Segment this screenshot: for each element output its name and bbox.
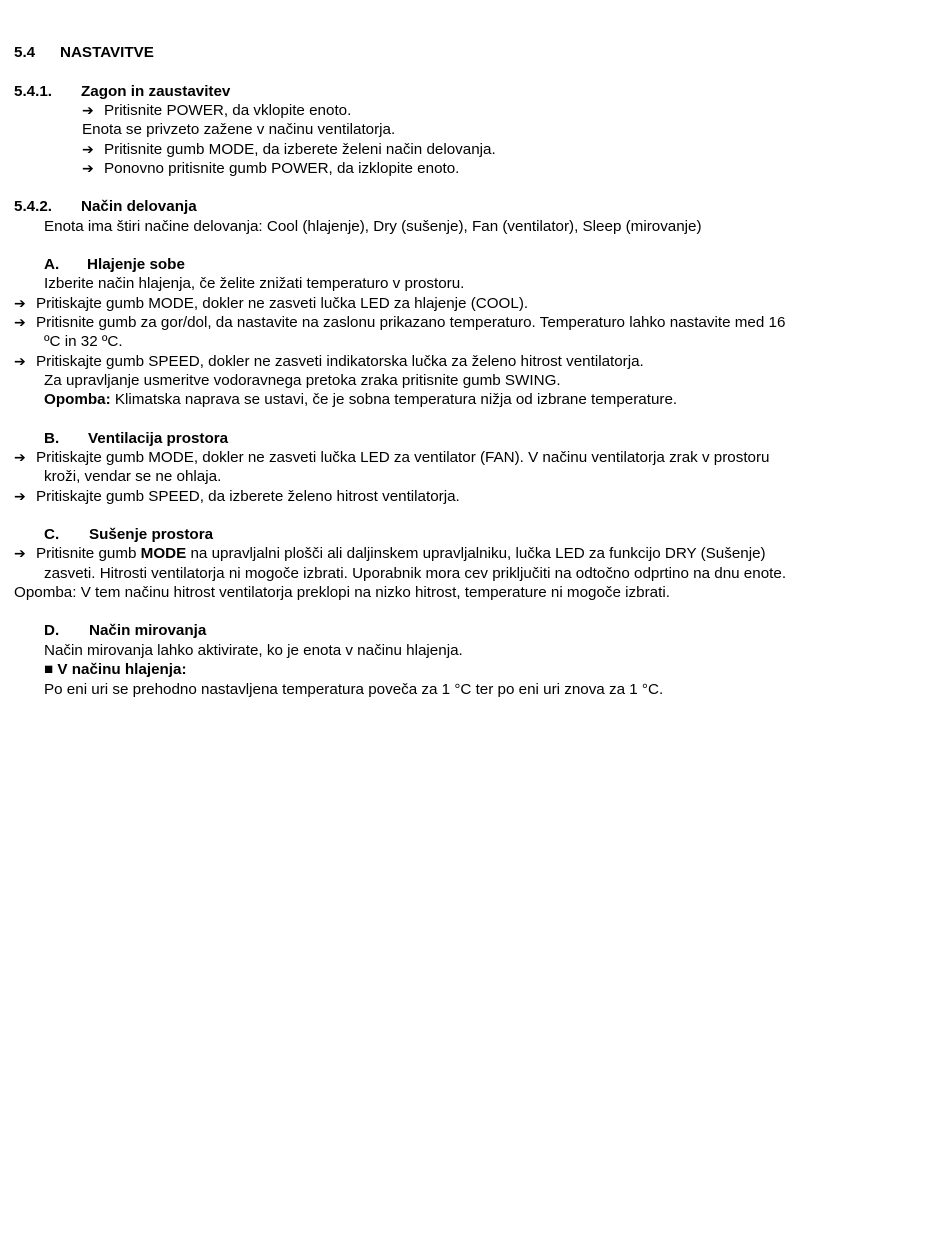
part-d-heading bbox=[44, 621, 206, 640]
part-letter: C. bbox=[44, 526, 60, 543]
part-title: Način mirovanja bbox=[89, 622, 207, 639]
bullet-text: Pritiskajte gumb MODE, dokler ne zasveti lučka LED za hlajenje (COOL). bbox=[36, 295, 529, 312]
part-letter: A. bbox=[44, 256, 60, 273]
arrow-icon: ➔ bbox=[82, 103, 94, 119]
default-mode-text: Enota se privzeto zažene v načinu ventilatorja. bbox=[82, 121, 396, 138]
bullet-text: Pritiskajte gumb SPEED, da izberete želeno hitrost ventilatorja. bbox=[36, 488, 460, 505]
subsection-number: 5.4.1. bbox=[14, 83, 52, 100]
bullet-text: Pritiskajte gumb MODE, dokler ne zasveti lučka LED za ventilator (FAN). V načinu ventilatorja zrak v prostoru bbox=[36, 449, 770, 466]
part-a-bullet-3 bbox=[14, 352, 644, 372]
note-label: Opomba: bbox=[44, 391, 111, 408]
arrow-icon: ➔ bbox=[14, 546, 26, 562]
step-power-on bbox=[82, 101, 351, 121]
part-letter: D. bbox=[44, 622, 60, 639]
part-b-bullet-2 bbox=[14, 487, 460, 507]
step-text: Pritisnite gumb MODE, da izberete želeni način delovanja. bbox=[104, 141, 496, 158]
part-a-intro: Izberite način hlajenja, če želite znižati temperaturo v prostoru. bbox=[44, 275, 465, 292]
part-a-bullet-1 bbox=[14, 294, 528, 314]
section-title: NASTAVITVE bbox=[60, 44, 154, 61]
subsection-title: Zagon in zaustavitev bbox=[81, 83, 231, 100]
step-power-off bbox=[82, 159, 459, 179]
subsection-heading-5-4-1 bbox=[14, 82, 230, 101]
mode-keyword: MODE bbox=[140, 545, 187, 562]
part-title: Hlajenje sobe bbox=[87, 256, 185, 273]
bullet-text: Pritiskajte gumb SPEED, dokler ne zasveti indikatorska lučka za želeno hitrost ventilatorja. bbox=[36, 353, 644, 370]
arrow-icon: ➔ bbox=[82, 142, 94, 158]
bullet-text: Pritisnite gumb za gor/dol, da nastavite na zaslonu prikazano temperaturo. Temperaturo lahko nastavite med 16 bbox=[36, 314, 786, 331]
arrow-icon: ➔ bbox=[14, 489, 26, 505]
part-a-note bbox=[44, 390, 677, 409]
part-b-bullet-1 bbox=[14, 448, 770, 468]
arrow-icon: ➔ bbox=[14, 296, 26, 312]
part-b-bullet-1-continued: kroži, vendar se ne ohlaja. bbox=[44, 468, 222, 485]
part-a-bullet-2 bbox=[14, 313, 785, 333]
part-c-heading bbox=[44, 525, 213, 544]
part-a-bullet-2-continued: ºC in 32 ºC. bbox=[44, 333, 123, 350]
subsection-heading-5-4-2 bbox=[14, 197, 197, 216]
subsection-number: 5.4.2. bbox=[14, 198, 52, 215]
part-a-swing-text: Za upravljanje usmeritve vodoravnega pretoka zraka pritisnite gumb SWING. bbox=[44, 372, 561, 389]
subsection-title: Način delovanja bbox=[81, 198, 197, 215]
arrow-icon: ➔ bbox=[14, 315, 26, 331]
part-a-heading bbox=[44, 255, 185, 274]
part-c-bullet-1-continued: zasveti. Hitrosti ventilatorja ni mogoče izbrati. Uporabnik mora cev priključiti na odtočno odprtino na dnu enote. bbox=[44, 565, 787, 582]
part-d-intro: Način mirovanja lahko aktivirate, ko je enota v načinu hlajenja. bbox=[44, 642, 463, 659]
part-d-cool-text: Po eni uri se prehodno nastavljena temperatura poveča za 1 °C ter po eni uri znova za 1 °C. bbox=[44, 681, 664, 698]
section-number: 5.4 bbox=[14, 44, 36, 61]
arrow-icon: ➔ bbox=[14, 354, 26, 370]
step-text: Ponovno pritisnite gumb POWER, da izklopite enoto. bbox=[104, 160, 460, 177]
note-text: Klimatska naprava se ustavi, če je sobna temperatura nižja od izbrane temperature. bbox=[110, 391, 678, 408]
part-c-note: Opomba: V tem načinu hitrost ventilatorja preklopi na nizko hitrost, temperature ni mogoče izbrati. bbox=[14, 584, 670, 601]
modes-intro: Enota ima štiri načine delovanja: Cool (hlajenje), Dry (sušenje), Fan (ventilator), Sleep (mirovanje) bbox=[44, 218, 702, 235]
step-mode bbox=[82, 140, 496, 160]
part-title: Ventilacija prostora bbox=[88, 430, 229, 447]
part-letter: B. bbox=[44, 430, 60, 447]
part-c-bullet-1 bbox=[14, 544, 766, 564]
arrow-icon: ➔ bbox=[14, 450, 26, 466]
bullet-text: Pritisnite gumb bbox=[36, 545, 141, 562]
part-title: Sušenje prostora bbox=[89, 526, 214, 543]
part-b-heading bbox=[44, 429, 228, 448]
bullet-text: na upravljalni plošči ali daljinskem upravljalniku, lučka LED za funkcijo DRY (Sušenje) bbox=[186, 545, 766, 562]
section-heading bbox=[14, 43, 154, 62]
arrow-icon: ➔ bbox=[82, 161, 94, 177]
step-text: Pritisnite POWER, da vklopite enoto. bbox=[104, 102, 352, 119]
part-d-cool-heading: ■ V načinu hlajenja: bbox=[44, 661, 187, 678]
